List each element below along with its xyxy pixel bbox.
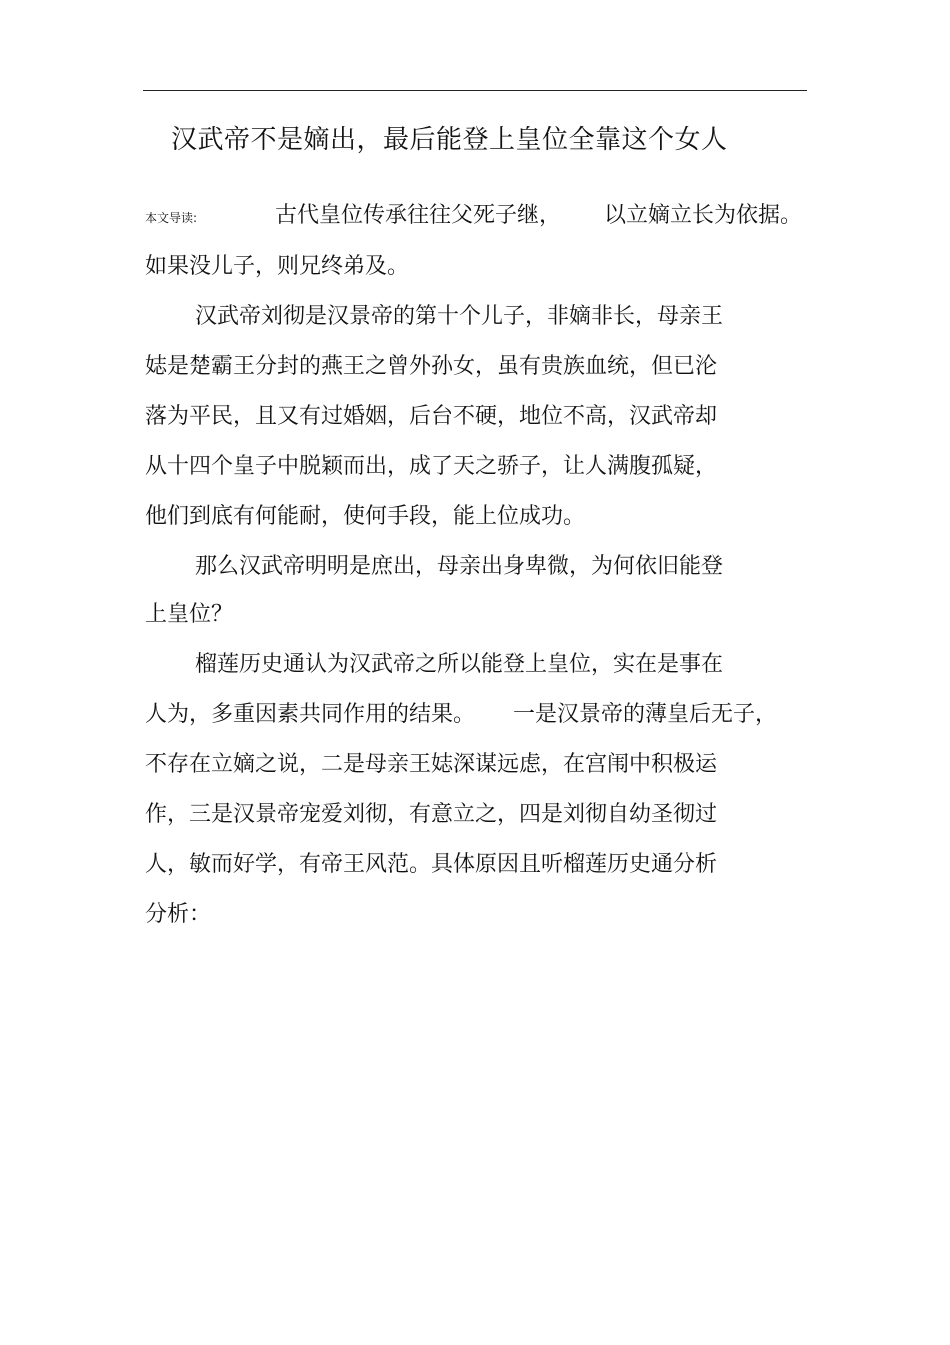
text-line: 如果没儿子，则兄终弟及。	[145, 254, 410, 279]
text-line: 落为平民，且又有过婚姻，后台不硬，地位不高，汉武帝却	[145, 404, 718, 429]
text-line: 汉武帝刘彻是汉景帝的第十个儿子，非嫡非长，母亲王	[195, 304, 724, 329]
text-line: 不存在立嫡之说，二是母亲王娡深谋远虑，在宫闱中积极运	[145, 752, 718, 777]
text-line: 榴莲历史通认为汉武帝之所以能登上皇位，实在是事在	[195, 652, 724, 677]
text-line: 分析：	[145, 902, 212, 927]
text-line: 人为，多重因素共同作用的结果。	[145, 702, 476, 727]
intro-label: 本文导读:	[145, 211, 198, 225]
text-line: 作，三是汉景帝宠爱刘彻，有意立之，四是刘彻自幼圣彻过	[145, 802, 718, 827]
document-title: 汉武帝不是嫡出，最后能登上皇位全靠这个女人	[171, 125, 728, 155]
text-line: 娡是楚霸王分封的燕王之曾外孙女，虽有贵族血统，但已沦	[145, 354, 718, 379]
text-line: 那么汉武帝明明是庶出，母亲出身卑微，为何依旧能登	[195, 554, 724, 579]
text-line: 人，敏而好学，有帝王风范。具体原因且听榴莲历史通分析	[145, 852, 718, 877]
text-line: 一是汉景帝的薄皇后无子，	[513, 702, 778, 727]
text-line: 以立嫡立长为依据。	[604, 203, 803, 228]
text-line: 古代皇位传承往往父死子继，	[275, 203, 562, 228]
top-divider	[143, 90, 807, 91]
text-line: 上皇位？	[145, 602, 234, 627]
text-line: 他们到底有何能耐，使何手段，能上位成功。	[145, 504, 586, 529]
text-line: 从十四个皇子中脱颖而出，成了天之骄子，让人满腹孤疑，	[145, 454, 718, 479]
